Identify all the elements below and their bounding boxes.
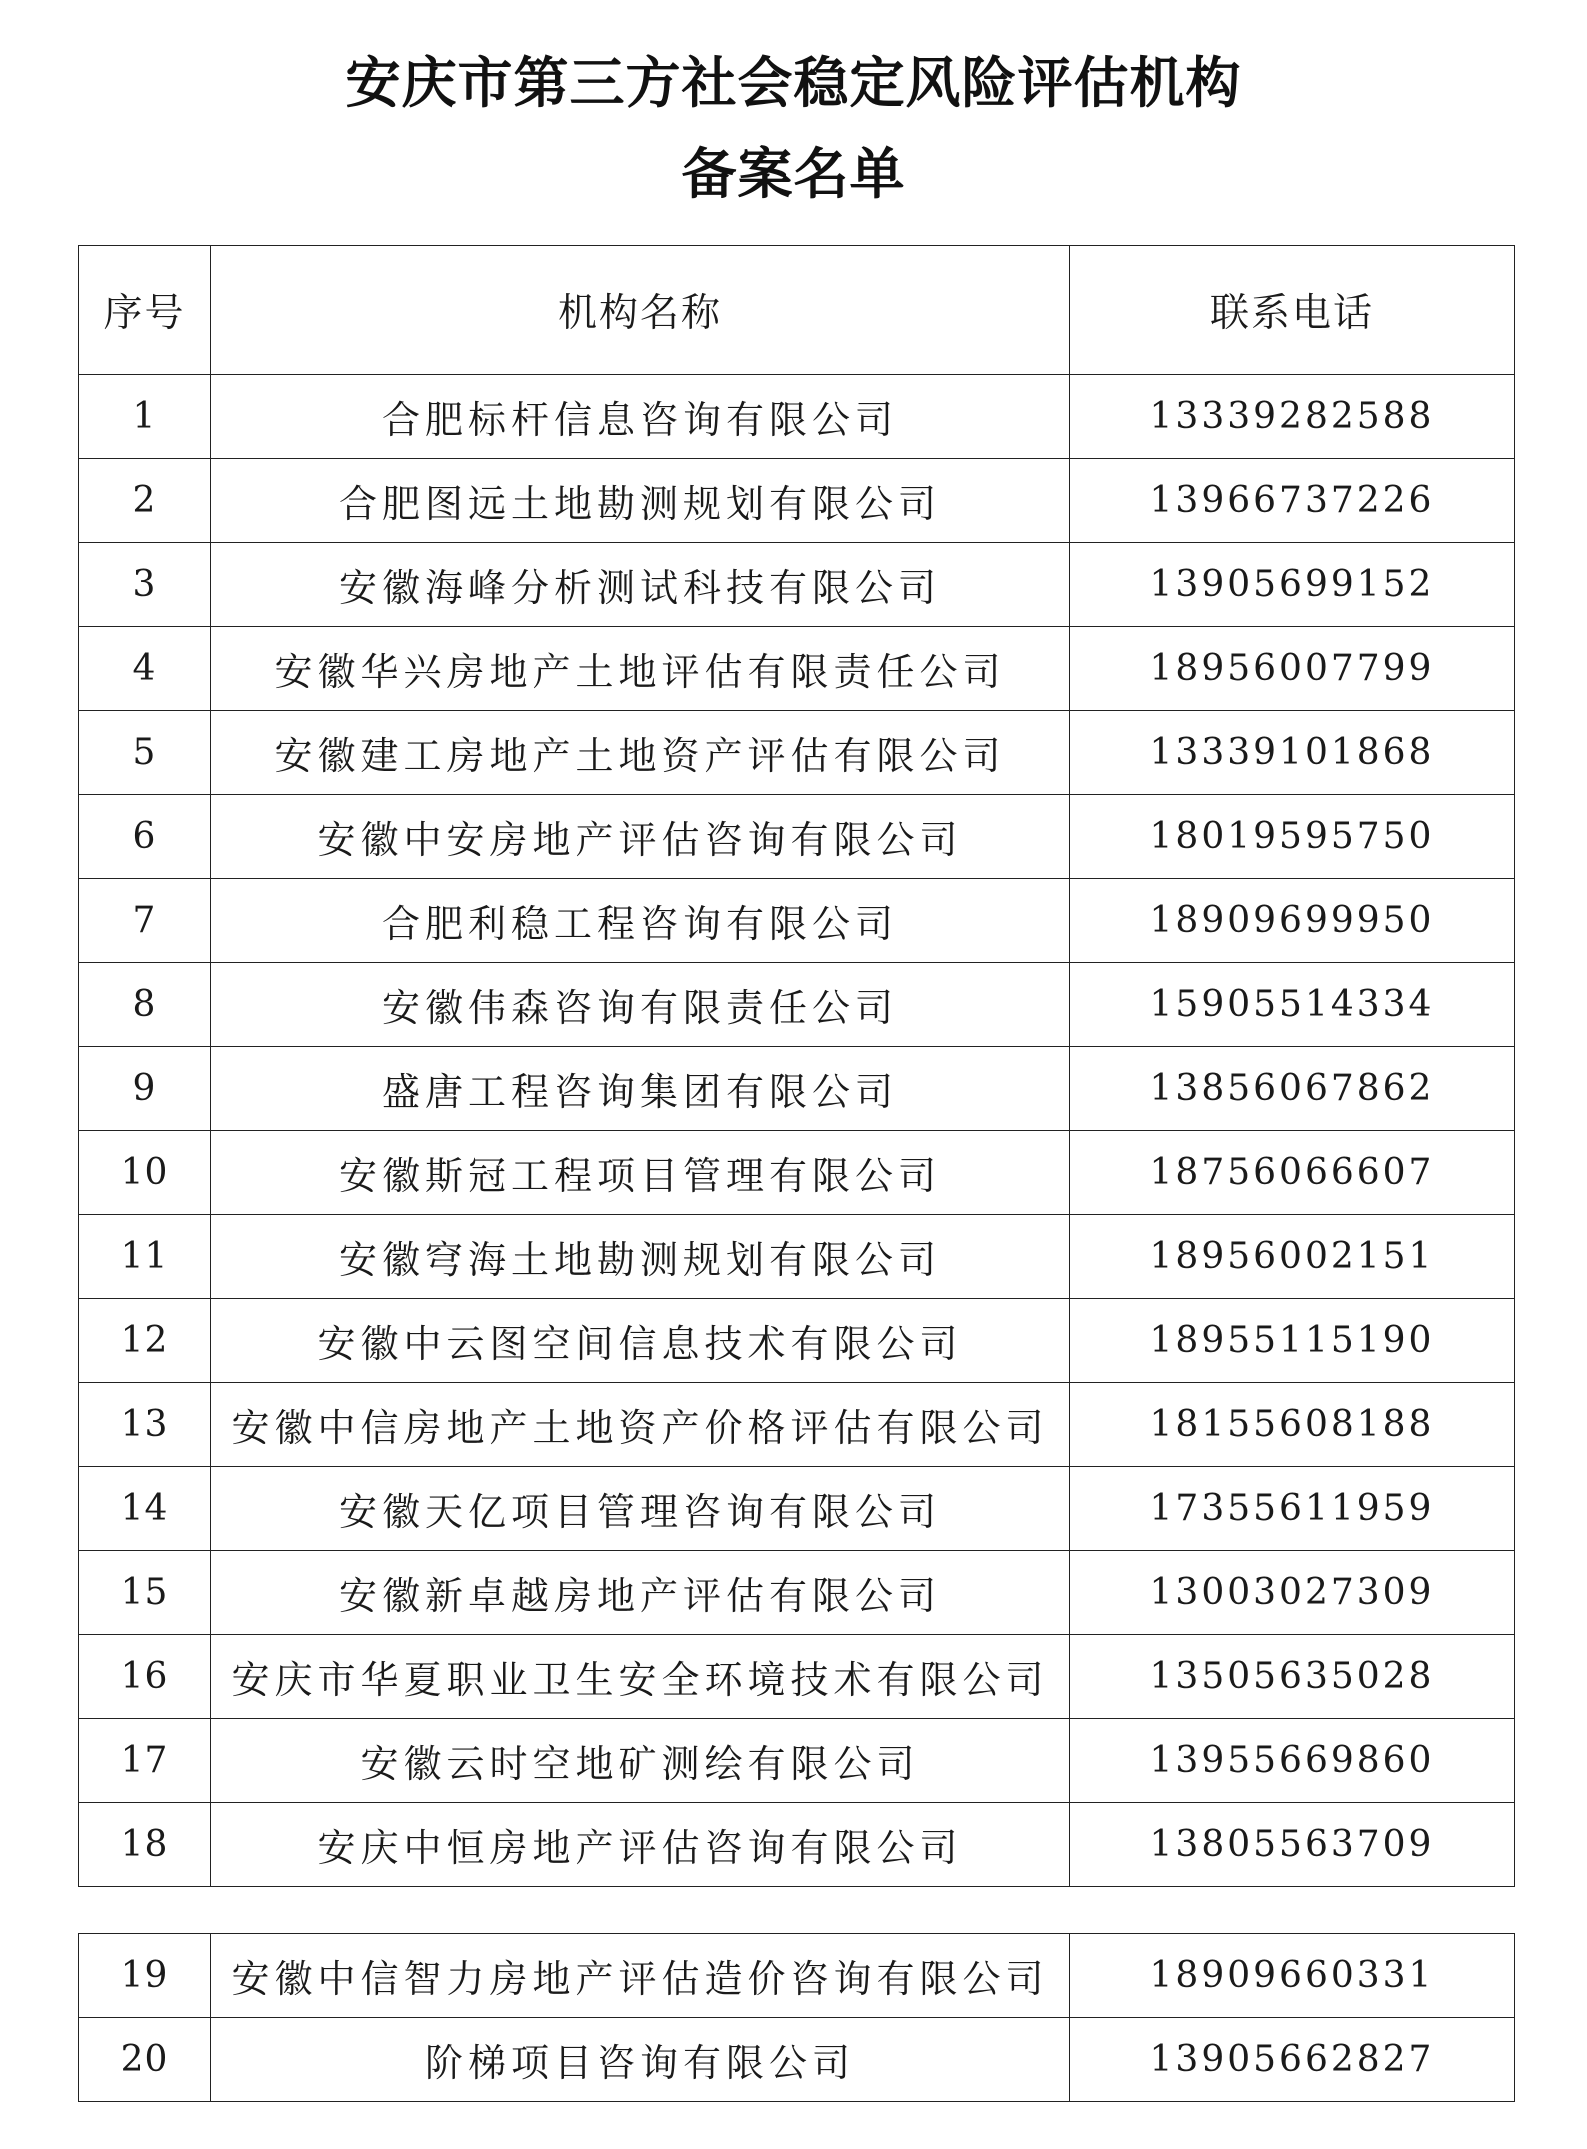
contact-phone-cell: 13905662827 bbox=[1070, 2018, 1515, 2102]
contact-phone-cell: 18909699950 bbox=[1070, 879, 1515, 963]
serial-number-cell: 5 bbox=[79, 711, 211, 795]
contact-phone-cell: 13856067862 bbox=[1070, 1047, 1515, 1131]
contact-phone-cell: 18019595750 bbox=[1070, 795, 1515, 879]
header-organization-name: 机构名称 bbox=[211, 246, 1070, 375]
header-contact-phone: 联系电话 bbox=[1070, 246, 1515, 375]
organization-name-cell: 安徽中信智力房地产评估造价咨询有限公司 bbox=[211, 1934, 1070, 2018]
contact-phone-cell: 13905699152 bbox=[1070, 543, 1515, 627]
table-row bbox=[79, 711, 1515, 795]
table-row bbox=[79, 1635, 1515, 1719]
document-title: 安庆市第三方社会稳定风险评估机构 bbox=[345, 51, 1242, 115]
header-serial-number: 序号 bbox=[79, 246, 211, 375]
contact-phone-cell: 18955115190 bbox=[1070, 1299, 1515, 1383]
serial-number-cell: 10 bbox=[79, 1131, 211, 1215]
serial-number-cell: 1 bbox=[79, 375, 211, 459]
contact-phone-cell: 18756066607 bbox=[1070, 1131, 1515, 1215]
table-row bbox=[79, 1047, 1515, 1131]
organization-name-cell: 安徽中信房地产土地资产价格评估有限公司 bbox=[211, 1383, 1070, 1467]
table-row bbox=[79, 459, 1515, 543]
serial-number-cell: 17 bbox=[79, 1719, 211, 1803]
contact-phone-cell: 18155608188 bbox=[1070, 1383, 1515, 1467]
serial-number-cell: 16 bbox=[79, 1635, 211, 1719]
serial-number-cell: 20 bbox=[79, 2018, 211, 2102]
organization-name-cell: 阶梯项目咨询有限公司 bbox=[211, 2018, 1070, 2102]
serial-number-cell: 4 bbox=[79, 627, 211, 711]
table-row bbox=[79, 795, 1515, 879]
serial-number-cell: 9 bbox=[79, 1047, 211, 1131]
table-row bbox=[79, 1719, 1515, 1803]
table-row bbox=[79, 543, 1515, 627]
organization-name-cell: 盛唐工程咨询集团有限公司 bbox=[211, 1047, 1070, 1131]
contact-phone-cell: 13805563709 bbox=[1070, 1803, 1515, 1887]
organization-name-cell: 安徽中云图空间信息技术有限公司 bbox=[211, 1299, 1070, 1383]
serial-number-cell: 12 bbox=[79, 1299, 211, 1383]
registry-table-continued bbox=[78, 1933, 1515, 2102]
table-row bbox=[79, 879, 1515, 963]
organization-name-cell: 安庆中恒房地产评估咨询有限公司 bbox=[211, 1803, 1070, 1887]
serial-number-cell: 8 bbox=[79, 963, 211, 1047]
table-row bbox=[79, 1131, 1515, 1215]
contact-phone-cell: 18956002151 bbox=[1070, 1215, 1515, 1299]
contact-phone-cell: 13505635028 bbox=[1070, 1635, 1515, 1719]
table-row bbox=[79, 1215, 1515, 1299]
contact-phone-cell: 13955669860 bbox=[1070, 1719, 1515, 1803]
organization-name-cell: 合肥图远土地勘测规划有限公司 bbox=[211, 459, 1070, 543]
contact-phone-cell: 13339101868 bbox=[1070, 711, 1515, 795]
table-row bbox=[79, 1299, 1515, 1383]
serial-number-cell: 15 bbox=[79, 1551, 211, 1635]
serial-number-cell: 13 bbox=[79, 1383, 211, 1467]
serial-number-cell: 18 bbox=[79, 1803, 211, 1887]
organization-name-cell: 安徽新卓越房地产评估有限公司 bbox=[211, 1551, 1070, 1635]
serial-number-cell: 2 bbox=[79, 459, 211, 543]
contact-phone-cell: 13339282588 bbox=[1070, 375, 1515, 459]
organization-name-cell: 合肥利稳工程咨询有限公司 bbox=[211, 879, 1070, 963]
organization-name-cell: 安徽中安房地产评估咨询有限公司 bbox=[211, 795, 1070, 879]
contact-phone-cell: 18909660331 bbox=[1070, 1934, 1515, 2018]
organization-name-cell: 安徽天亿项目管理咨询有限公司 bbox=[211, 1467, 1070, 1551]
serial-number-cell: 19 bbox=[79, 1934, 211, 2018]
contact-phone-cell: 15905514334 bbox=[1070, 963, 1515, 1047]
organization-name-cell: 安徽华兴房地产土地评估有限责任公司 bbox=[211, 627, 1070, 711]
contact-phone-cell: 17355611959 bbox=[1070, 1467, 1515, 1551]
contact-phone-cell: 18956007799 bbox=[1070, 627, 1515, 711]
organization-name-cell: 合肥标杆信息咨询有限公司 bbox=[211, 375, 1070, 459]
serial-number-cell: 3 bbox=[79, 543, 211, 627]
organization-name-cell: 安徽海峰分析测试科技有限公司 bbox=[211, 543, 1070, 627]
organization-name-cell: 安徽伟森咨询有限责任公司 bbox=[211, 963, 1070, 1047]
table-row bbox=[79, 627, 1515, 711]
contact-phone-cell: 13003027309 bbox=[1070, 1551, 1515, 1635]
serial-number-cell: 14 bbox=[79, 1467, 211, 1551]
table-row bbox=[79, 1551, 1515, 1635]
document-subtitle: 备案名单 bbox=[681, 142, 906, 206]
table-row bbox=[79, 1803, 1515, 1887]
table-row bbox=[79, 2018, 1515, 2102]
table-row bbox=[79, 1934, 1515, 2018]
organization-name-cell: 安徽云时空地矿测绘有限公司 bbox=[211, 1719, 1070, 1803]
table-row bbox=[79, 375, 1515, 459]
serial-number-cell: 7 bbox=[79, 879, 211, 963]
organization-name-cell: 安徽建工房地产土地资产评估有限公司 bbox=[211, 711, 1070, 795]
registry-table bbox=[78, 245, 1515, 1887]
organization-name-cell: 安徽斯冠工程项目管理有限公司 bbox=[211, 1131, 1070, 1215]
table-row bbox=[79, 963, 1515, 1047]
serial-number-cell: 11 bbox=[79, 1215, 211, 1299]
organization-name-cell: 安庆市华夏职业卫生安全环境技术有限公司 bbox=[211, 1635, 1070, 1719]
serial-number-cell: 6 bbox=[79, 795, 211, 879]
contact-phone-cell: 13966737226 bbox=[1070, 459, 1515, 543]
table-row bbox=[79, 1383, 1515, 1467]
organization-name-cell: 安徽穹海土地勘测规划有限公司 bbox=[211, 1215, 1070, 1299]
table-row bbox=[79, 1467, 1515, 1551]
table-header-row bbox=[79, 246, 1515, 375]
